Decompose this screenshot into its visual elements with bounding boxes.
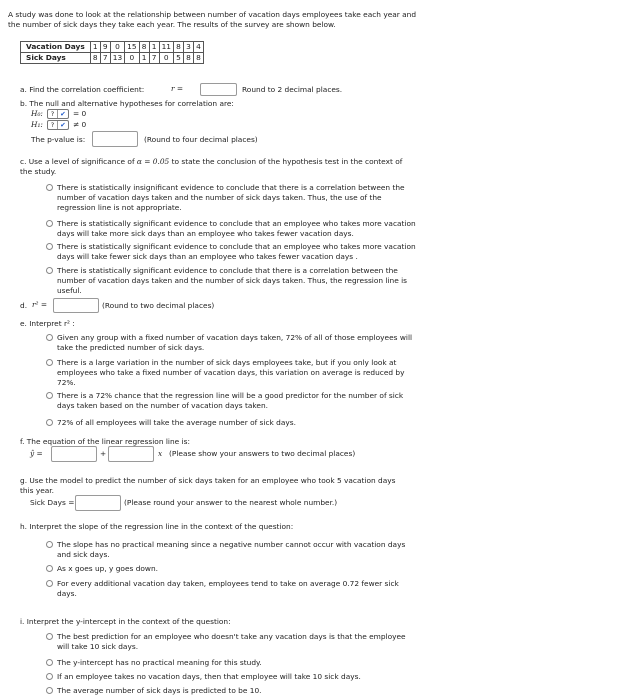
table-row bbox=[21, 52, 204, 63]
table-cell: 9 bbox=[100, 42, 110, 53]
h0-select[interactable] bbox=[47, 109, 69, 119]
x-variable: x bbox=[158, 449, 163, 458]
table-cell: 4 bbox=[193, 42, 203, 53]
radio-button[interactable] bbox=[46, 334, 53, 341]
radio-button[interactable] bbox=[46, 687, 53, 694]
table-cell: 1 bbox=[90, 42, 100, 53]
option-text: The best prediction for an employee who doesn't take any vacation days is that the employee will take 10 sick days. bbox=[57, 632, 406, 651]
pvalue-note: (Round to four decimal places) bbox=[144, 135, 258, 144]
table-cell: 8 bbox=[183, 52, 193, 63]
h0-row bbox=[31, 109, 111, 120]
question-c-text-b: to state the conclusion of the hypothesis test in the context of the study. bbox=[20, 157, 403, 176]
question-h-text: h. Interpret the slope of the regression line in the context of the question: bbox=[20, 522, 294, 531]
table-cell: 11 bbox=[159, 42, 173, 53]
chevron-down-icon: ✔ bbox=[60, 121, 66, 129]
table-cell: 8 bbox=[193, 52, 203, 63]
option-h-1[interactable] bbox=[46, 540, 416, 560]
question-a bbox=[20, 83, 440, 97]
option-e-1[interactable] bbox=[46, 333, 416, 353]
table-cell: 13 bbox=[110, 52, 124, 63]
slope-input[interactable] bbox=[108, 446, 154, 462]
round-note: Round to 2 decimal places. bbox=[242, 85, 343, 94]
sick-days-label: Sick Days = bbox=[30, 498, 75, 507]
table-cell: 8 bbox=[173, 42, 183, 53]
question-d-label: d. bbox=[20, 301, 28, 310]
row-header: Sick Days bbox=[21, 52, 91, 63]
option-text: The slope has no practical meaning since a negative number cannot occur with vacation days and sick days. bbox=[57, 540, 406, 559]
radio-button[interactable] bbox=[46, 220, 53, 227]
sick-days-row bbox=[30, 495, 430, 513]
radio-button[interactable] bbox=[46, 673, 53, 680]
yhat-label: ŷ = bbox=[30, 449, 43, 458]
table-cell: 15 bbox=[125, 42, 139, 53]
r-variable: r = bbox=[171, 84, 184, 93]
table-cell: 7 bbox=[149, 52, 159, 63]
question-c-text-a: c. Use a level of significance of bbox=[20, 157, 135, 166]
table-cell: 5 bbox=[173, 52, 183, 63]
radio-button[interactable] bbox=[46, 267, 53, 274]
data-table bbox=[20, 41, 204, 64]
option-text: There is a large variation in the number of sick days employees take, but if you only look at employees who take a fixed number of vacation days, this variation on average is reduced by 72%. bbox=[57, 358, 405, 387]
table-cell: 0 bbox=[159, 52, 173, 63]
option-text: There is statistically insignificant evidence to conclude that there is a correlation between the number of vacation days taken and the number of sick days taken. Thus, the use of the regression line is not appropriate. bbox=[57, 183, 405, 212]
intro-text: A study was done to look at the relationship between number of vacation days employees take each year and the number of sick days they take each year. The results of the survey are shown below. bbox=[8, 10, 417, 29]
question-d bbox=[20, 298, 320, 314]
option-h-2[interactable] bbox=[46, 564, 416, 574]
pvalue-input[interactable] bbox=[92, 131, 138, 147]
table-cell: 1 bbox=[149, 42, 159, 53]
pvalue-label: The p-value is: bbox=[31, 135, 86, 144]
question-b-text: b. The null and alternative hypotheses for correlation are: bbox=[20, 99, 234, 108]
radio-button[interactable] bbox=[46, 419, 53, 426]
table-cell: 7 bbox=[100, 52, 110, 63]
table-cell: 0 bbox=[125, 52, 139, 63]
r-squared-input[interactable] bbox=[53, 298, 99, 313]
correlation-input[interactable] bbox=[200, 83, 237, 96]
h1-select[interactable] bbox=[47, 120, 69, 130]
h1-rhs: ≠ 0 bbox=[73, 120, 87, 129]
radio-button[interactable] bbox=[46, 392, 53, 399]
radio-button[interactable] bbox=[46, 633, 53, 640]
table-cell: 8 bbox=[139, 42, 149, 53]
option-i-2[interactable] bbox=[46, 658, 416, 668]
table-cell: 1 bbox=[139, 52, 149, 63]
intercept-input[interactable] bbox=[51, 446, 97, 462]
option-text: There is statistically significant evidence to conclude that an employee who takes more vacation days will take fewer sick days than an employee who takes fewer vacation days . bbox=[57, 242, 416, 261]
alpha-expression: α = 0.05 bbox=[136, 157, 170, 166]
option-h-3[interactable] bbox=[46, 579, 416, 599]
question-e-text: e. Interpret r² : bbox=[20, 319, 75, 328]
h1-select-value: ? bbox=[48, 121, 58, 129]
pvalue-row bbox=[31, 131, 331, 149]
table-row bbox=[21, 42, 204, 53]
r-squared-variable: r² = bbox=[32, 300, 48, 309]
option-c-2[interactable] bbox=[46, 219, 416, 239]
table-cell: 0 bbox=[110, 42, 124, 53]
option-c-1[interactable] bbox=[46, 183, 416, 212]
option-text: If an employee takes no vacation days, then that employee will take 10 sick days. bbox=[57, 672, 361, 681]
sick-days-input[interactable] bbox=[75, 495, 121, 511]
question-f-text: f. The equation of the linear regression line is: bbox=[20, 437, 190, 446]
option-c-4[interactable] bbox=[46, 266, 416, 295]
option-text: Given any group with a fixed number of vacation days taken, 72% of all of those employees will take the predicted number of sick days. bbox=[57, 333, 413, 352]
option-text: There is statistically significant evidence to conclude that there is a correlation between the number of vacation days taken and the number of sick days taken. Thus, the regression line is useful. bbox=[57, 266, 407, 295]
option-i-1[interactable] bbox=[46, 632, 416, 652]
h0-select-value: ? bbox=[48, 110, 58, 118]
radio-button[interactable] bbox=[46, 541, 53, 548]
option-text: The y-intercept has no practical meaning for this study. bbox=[57, 658, 262, 667]
radio-button[interactable] bbox=[46, 184, 53, 191]
option-c-3[interactable] bbox=[46, 242, 416, 262]
table-cell: 8 bbox=[90, 52, 100, 63]
option-i-3[interactable] bbox=[46, 672, 416, 682]
plus-sign: + bbox=[100, 449, 107, 458]
h0-rhs: = 0 bbox=[73, 109, 87, 118]
r-squared-note: (Round to two decimal places) bbox=[102, 301, 215, 310]
chevron-down-icon: ✔ bbox=[60, 110, 66, 118]
regression-note: (Please show your answers to two decimal places) bbox=[169, 449, 356, 458]
option-text: As x goes up, y goes down. bbox=[57, 564, 158, 573]
regression-equation-row bbox=[30, 446, 430, 464]
option-e-3[interactable] bbox=[46, 391, 416, 411]
question-g-text: g. Use the model to predict the number of sick days taken for an employee who took 5 vacation days this year. bbox=[20, 476, 396, 495]
option-i-4[interactable] bbox=[46, 686, 416, 696]
question-i-text: i. Interpret the y-intercept in the context of the question: bbox=[20, 617, 231, 626]
radio-button[interactable] bbox=[46, 659, 53, 666]
h1-label: H₁: bbox=[31, 120, 43, 129]
sick-days-note: (Please round your answer to the nearest whole number.) bbox=[124, 498, 338, 507]
row-header: Vacation Days bbox=[21, 42, 91, 53]
radio-button[interactable] bbox=[46, 243, 53, 250]
table-cell: 3 bbox=[183, 42, 193, 53]
option-e-4[interactable] bbox=[46, 418, 416, 428]
h1-row bbox=[31, 120, 111, 131]
question-a-text: a. Find the correlation coefficient: bbox=[20, 85, 145, 94]
option-text: There is statistically significant evidence to conclude that an employee who takes more vacation days will take more sick days than an employee who takes fewer vacation days. bbox=[57, 219, 416, 238]
h0-label: H₀: bbox=[31, 109, 43, 118]
question-c-text bbox=[20, 157, 410, 177]
radio-button[interactable] bbox=[46, 359, 53, 366]
option-text: 72% of all employees will take the average number of sick days. bbox=[57, 418, 296, 427]
radio-button[interactable] bbox=[46, 565, 53, 572]
radio-button[interactable] bbox=[46, 580, 53, 587]
option-text: For every additional vacation day taken, employees tend to take on average 0.72 fewer sick days. bbox=[57, 579, 399, 598]
option-text: There is a 72% chance that the regression line will be a good predictor for the number of sick days taken based on the number of vacation days taken. bbox=[57, 391, 404, 410]
option-e-2[interactable] bbox=[46, 358, 408, 387]
option-text: The average number of sick days is predicted to be 10. bbox=[57, 686, 262, 695]
